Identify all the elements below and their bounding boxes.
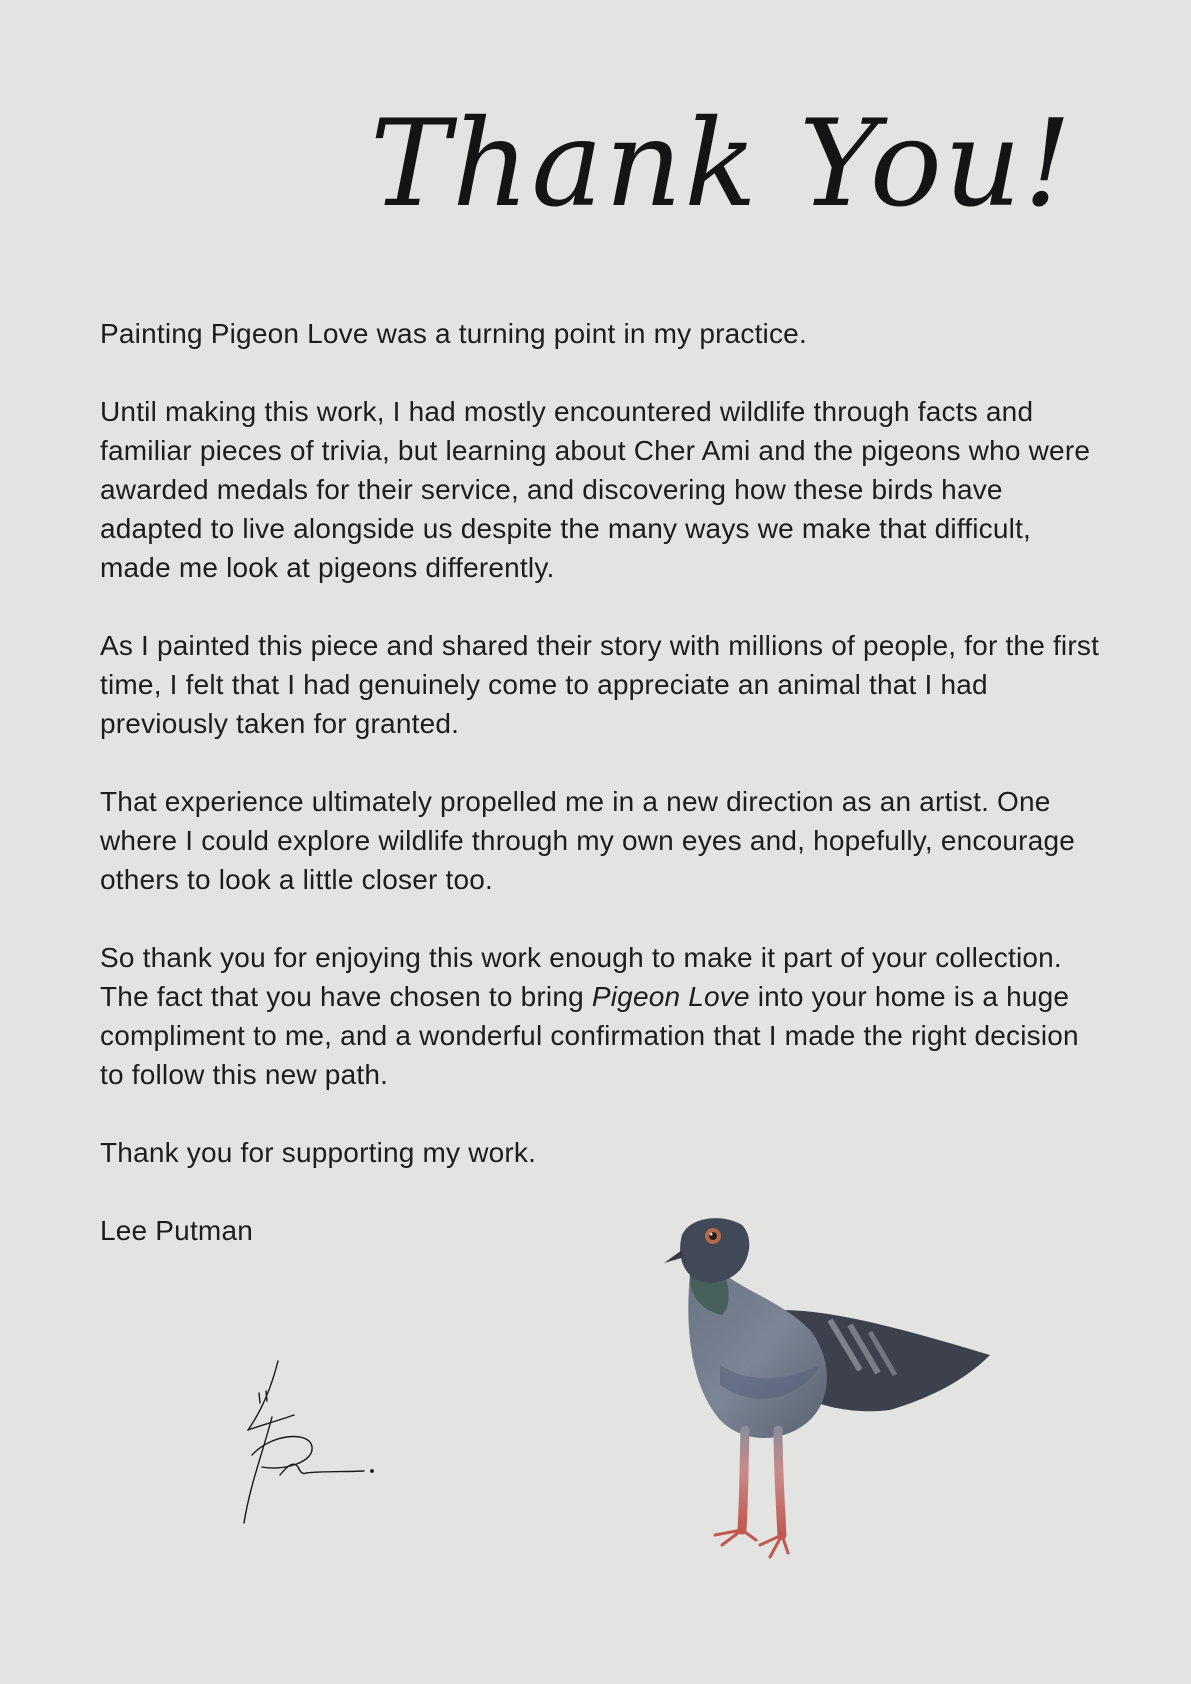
letter-paragraph-1: Painting Pigeon Love was a turning point in my practice. (100, 318, 807, 349)
letter-body (100, 314, 1100, 1289)
letter-paragraph-5-end: into your home is a huge compliment to me, and a wonderful confirmation that I made the right decision to follow this new path. (100, 981, 1079, 1090)
letter-paragraph-2: Until making this work, I had mostly encountered wildlife through facts and familiar pieces of trivia, but learning about Cher Ami and the pigeons who were awarded medals for their service, and discovering how these birds have adapted to live alongside us despite the many ways we make that difficult, made me look at pigeons differently. (100, 396, 1091, 583)
letter-paragraph-4: That experience ultimately propelled me in a new direction as an artist. One where I could explore wildlife through my own eyes and, hopefully, encourage others to look a little closer too. (100, 786, 1076, 895)
letter-paragraph-6: Thank you for supporting my work. (100, 1137, 537, 1168)
pigeon-illustration (660, 1215, 1000, 1590)
letter-paragraph-5-start: So thank you for enjoying this work enough to make it part of your collection. The fact that you have chosen to bring (100, 942, 1062, 1012)
page-title: Thank You! (370, 95, 1074, 234)
author-name: Lee Putman (100, 1215, 253, 1246)
letter-paragraph-3: As I painted this piece and shared their story with millions of people, for the first time, I felt that I had genuinely come to appreciate an animal that I had previously taken for granted. (100, 630, 1100, 739)
letter-paragraph-5 (100, 938, 1100, 1094)
handwritten-signature (232, 1355, 382, 1530)
title-script (360, 55, 1074, 285)
artwork-title: Pigeon Love (591, 981, 750, 1012)
